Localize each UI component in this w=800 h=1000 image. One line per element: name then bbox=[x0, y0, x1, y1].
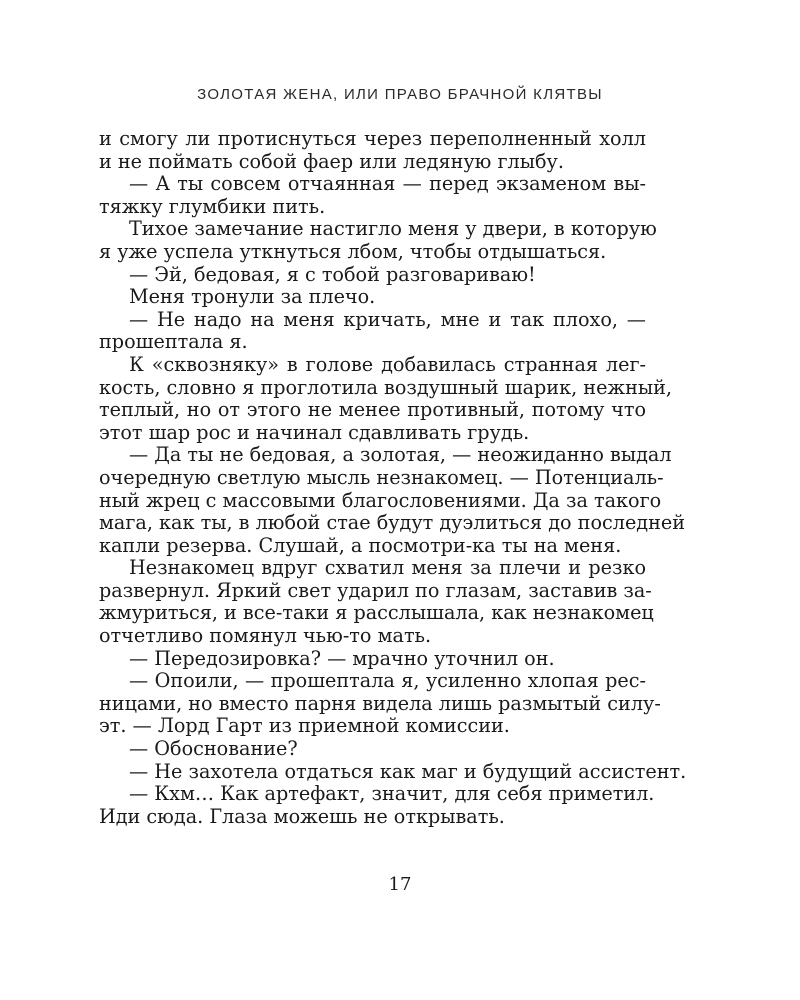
text-line: — Эй, бедовая, я с тобой разговариваю! bbox=[129, 262, 536, 286]
text-line: и не поймать собой фаер или ледяную глыбу. bbox=[99, 149, 564, 173]
text-line: эт. — Лорд Гарт из приемной комиссии. bbox=[99, 714, 510, 738]
text-line: мага, как ты, в любой стае будут дуэлиться до последней bbox=[99, 511, 686, 535]
text-line: и смогу ли протиснуться через переполненный холл bbox=[99, 127, 646, 150]
text-line: жмуриться, и все-таки я расслышала, как незнакомец bbox=[99, 601, 654, 625]
text-line: кость, словно я проглотила воздушный шарик, нежный, bbox=[99, 375, 673, 399]
text-line: К «сквозняку» в голове добавилась странная лег- bbox=[129, 352, 646, 376]
text-line: капли резерва. Слушай, а посмотри-ка ты на меня. bbox=[99, 533, 622, 557]
text-line: Меня тронули за плечо. bbox=[129, 285, 376, 309]
text-line: Иди сюда. Глаза можешь не открывать. bbox=[99, 804, 505, 828]
text-line: — Передозировка? — мрачно уточнил он. bbox=[129, 646, 555, 670]
text-line: теплый, но от этого не менее противный, потому что bbox=[99, 398, 646, 422]
page-number: 17 bbox=[388, 874, 412, 895]
text-line: — А ты совсем отчаянная — перед экзаменом вы- bbox=[129, 172, 646, 196]
text-line: — Не захотела отдаться как маг и будущий ассистент. bbox=[129, 759, 687, 783]
text-line: — Обоснование? bbox=[129, 737, 298, 761]
body-text bbox=[99, 127, 687, 828]
text-line: тяжку глумбики пить. bbox=[99, 194, 326, 218]
text-line: я уже успела уткнуться лбом, чтобы отдышаться. bbox=[99, 239, 607, 263]
text-line: прошептала я. bbox=[99, 330, 248, 354]
text-line: этот шар рос и начинал сдавливать грудь. bbox=[99, 420, 530, 444]
text-line: — Опоили, — прошептала я, усиленно хлопая рес- bbox=[129, 669, 646, 693]
running-header: ЗОЛОТАЯ ЖЕНА, ИЛИ ПРАВО БРАЧНОЙ КЛЯТВЫ bbox=[197, 86, 603, 103]
text-line: отчетливо помянул чью-то мать. bbox=[99, 624, 432, 648]
text-line: ницами, но вместо парня видела лишь размытый силу- bbox=[99, 691, 661, 715]
text-line: ный жрец с массовыми благословениями. Да за такого bbox=[99, 488, 662, 512]
text-line: — Не надо на меня кричать, мне и так плохо, — bbox=[129, 307, 646, 331]
text-line: Тихое замечание настигло меня у двери, в которую bbox=[129, 217, 657, 241]
text-line: — Да ты не бедовая, а золотая, — неожиданно выдал bbox=[129, 443, 672, 467]
text-line: развернул. Яркий свет ударил по глазам, заставив за- bbox=[99, 578, 652, 602]
text-line: очередную светлую мысль незнакомец. — Потенциаль- bbox=[99, 465, 664, 489]
text-line: Незнакомец вдруг схватил меня за плечи и резко bbox=[129, 556, 646, 580]
text-line: — Кхм… Как артефакт, значит, для себя приметил. bbox=[129, 782, 655, 806]
